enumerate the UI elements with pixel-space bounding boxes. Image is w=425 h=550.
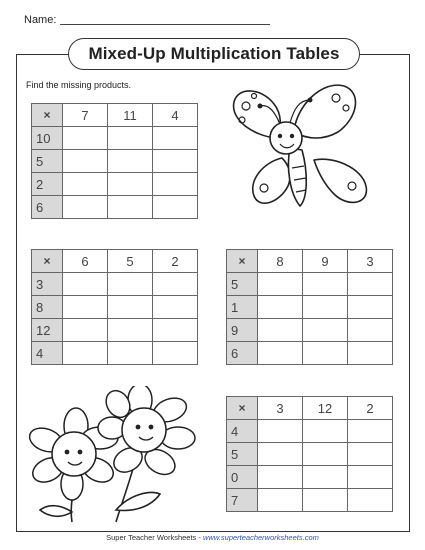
answer-cell[interactable]	[258, 319, 303, 342]
name-label: Name:	[24, 14, 57, 26]
answer-cell[interactable]	[108, 196, 153, 219]
multiplication-table-2	[31, 249, 198, 365]
answer-cell[interactable]	[258, 420, 303, 443]
answer-cell[interactable]	[108, 150, 153, 173]
footer-separator: -	[198, 533, 201, 542]
times-symbol: ×	[32, 104, 63, 127]
flowers-illustration	[20, 386, 215, 526]
column-header: 12	[303, 397, 348, 420]
answer-cell[interactable]	[303, 342, 348, 365]
answer-cell[interactable]	[63, 196, 108, 219]
column-header: 8	[258, 250, 303, 273]
row-header: 1	[227, 296, 258, 319]
answer-cell[interactable]	[303, 420, 348, 443]
multiplication-table-4	[226, 396, 393, 512]
column-header: 5	[108, 250, 153, 273]
times-symbol: ×	[227, 397, 258, 420]
answer-cell[interactable]	[63, 296, 108, 319]
answer-cell[interactable]	[108, 296, 153, 319]
worksheet-title: Mixed-Up Multiplication Tables	[68, 38, 360, 70]
row-header: 5	[227, 273, 258, 296]
footer-site-name: Super Teacher Worksheets	[106, 533, 197, 542]
column-header: 9	[303, 250, 348, 273]
answer-cell[interactable]	[108, 273, 153, 296]
row-header: 4	[227, 420, 258, 443]
butterfly-illustration	[224, 76, 399, 226]
footer	[0, 533, 425, 542]
answer-cell[interactable]	[153, 342, 198, 365]
column-header: 3	[348, 250, 393, 273]
answer-cell[interactable]	[303, 489, 348, 512]
instructions: Find the missing products.	[26, 80, 132, 90]
answer-cell[interactable]	[153, 127, 198, 150]
column-header: 2	[348, 397, 393, 420]
answer-cell[interactable]	[108, 173, 153, 196]
answer-cell[interactable]	[63, 273, 108, 296]
answer-cell[interactable]	[258, 466, 303, 489]
row-header: 9	[227, 319, 258, 342]
answer-cell[interactable]	[258, 489, 303, 512]
answer-cell[interactable]	[348, 466, 393, 489]
row-header: 5	[227, 443, 258, 466]
column-header: 7	[63, 104, 108, 127]
answer-cell[interactable]	[63, 319, 108, 342]
row-header: 4	[32, 342, 63, 365]
answer-cell[interactable]	[153, 319, 198, 342]
row-header: 6	[227, 342, 258, 365]
answer-cell[interactable]	[303, 296, 348, 319]
column-header: 6	[63, 250, 108, 273]
answer-cell[interactable]	[258, 273, 303, 296]
column-header: 11	[108, 104, 153, 127]
answer-cell[interactable]	[63, 342, 108, 365]
row-header: 2	[32, 173, 63, 196]
answer-cell[interactable]	[153, 296, 198, 319]
answer-cell[interactable]	[63, 150, 108, 173]
column-header: 2	[153, 250, 198, 273]
row-header: 7	[227, 489, 258, 512]
answer-cell[interactable]	[258, 443, 303, 466]
row-header: 0	[227, 466, 258, 489]
answer-cell[interactable]	[303, 273, 348, 296]
row-header: 12	[32, 319, 63, 342]
answer-cell[interactable]	[348, 319, 393, 342]
answer-cell[interactable]	[348, 296, 393, 319]
name-field[interactable]	[60, 24, 270, 25]
answer-cell[interactable]	[63, 173, 108, 196]
multiplication-table-1	[31, 103, 198, 219]
answer-cell[interactable]	[303, 319, 348, 342]
answer-cell[interactable]	[153, 150, 198, 173]
answer-cell[interactable]	[303, 466, 348, 489]
row-header: 5	[32, 150, 63, 173]
answer-cell[interactable]	[153, 273, 198, 296]
times-symbol: ×	[32, 250, 63, 273]
column-header: 4	[153, 104, 198, 127]
answer-cell[interactable]	[108, 342, 153, 365]
footer-url-link[interactable]: www.superteacherworksheets.com	[202, 533, 319, 542]
row-header: 6	[32, 196, 63, 219]
multiplication-table-3	[226, 249, 393, 365]
times-symbol: ×	[227, 250, 258, 273]
row-header: 10	[32, 127, 63, 150]
answer-cell[interactable]	[348, 420, 393, 443]
answer-cell[interactable]	[348, 342, 393, 365]
answer-cell[interactable]	[153, 173, 198, 196]
answer-cell[interactable]	[258, 296, 303, 319]
answer-cell[interactable]	[348, 273, 393, 296]
answer-cell[interactable]	[348, 443, 393, 466]
row-header: 8	[32, 296, 63, 319]
answer-cell[interactable]	[303, 443, 348, 466]
answer-cell[interactable]	[108, 127, 153, 150]
answer-cell[interactable]	[258, 342, 303, 365]
answer-cell[interactable]	[153, 196, 198, 219]
answer-cell[interactable]	[63, 127, 108, 150]
answer-cell[interactable]	[108, 319, 153, 342]
row-header: 3	[32, 273, 63, 296]
column-header: 3	[258, 397, 303, 420]
answer-cell[interactable]	[348, 489, 393, 512]
